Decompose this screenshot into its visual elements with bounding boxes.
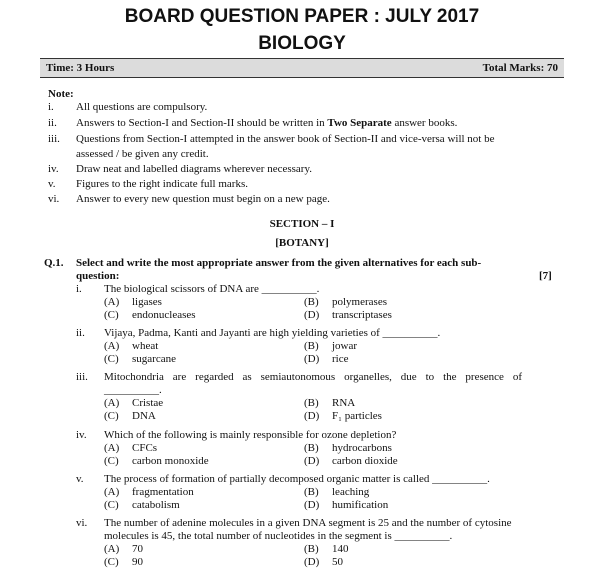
option-label: (B)	[304, 442, 319, 454]
note-text: Answers to Section-I and Section-II should be written in Two Separate answer books.	[76, 117, 458, 129]
option-label: (C)	[104, 455, 119, 467]
option-label: (C)	[104, 499, 119, 511]
option-label: (D)	[304, 556, 320, 568]
note-heading: Note:	[48, 88, 74, 100]
question-number: Q.1.	[44, 257, 64, 269]
subq-num: iv.	[76, 429, 87, 441]
option-label: (B)	[304, 296, 319, 308]
note-text: Figures to the right indicate full marks.	[76, 178, 248, 190]
option-label: (C)	[104, 353, 119, 365]
subq-num: i.	[76, 283, 82, 295]
subq-text-cont: __________.	[104, 384, 162, 396]
option-text: sugarcane	[132, 353, 176, 365]
section-title: SECTION – I	[269, 218, 335, 230]
option-text: DNA	[132, 410, 156, 422]
option-text: transcriptases	[332, 309, 392, 321]
subq-num: ii.	[76, 327, 85, 339]
subq-text: The biological scissors of DNA are __________.	[104, 283, 320, 295]
note-num: iv.	[48, 163, 59, 175]
option-text: F₁ particles	[332, 410, 382, 422]
option-text: ligases	[132, 296, 162, 308]
option-text: leaching	[332, 486, 370, 498]
paper-title: BOARD QUESTION PAPER : JULY 2017	[124, 6, 480, 27]
option-label: (D)	[304, 353, 320, 365]
option-label: (A)	[104, 296, 120, 308]
option-text: jowar	[332, 340, 358, 352]
option-label: (A)	[104, 397, 120, 409]
option-label: (A)	[104, 442, 120, 454]
option-text: polymerases	[332, 296, 387, 308]
option-text: carbon dioxide	[332, 455, 398, 467]
subq-num: vi.	[76, 517, 88, 529]
option-text: 70	[132, 543, 143, 555]
total-marks-label: Total Marks: 70	[482, 62, 558, 74]
subq-text-cont: molecules is 45, the total number of nucleotides in the segment is __________.	[104, 530, 453, 542]
option-text: RNA	[332, 397, 356, 409]
option-text: carbon monoxide	[132, 455, 209, 467]
subject-title: BIOLOGY	[258, 33, 346, 54]
option-text: CFCs	[132, 442, 158, 454]
option-text: Cristae	[132, 397, 164, 409]
question-instruction: Select and write the most appropriate answer from the given alternatives for each sub-	[76, 257, 482, 269]
option-text: fragmentation	[132, 486, 194, 498]
subq-num: iii.	[76, 371, 88, 383]
option-label: (B)	[304, 543, 319, 555]
option-label: (C)	[104, 410, 119, 422]
note-text: Answer to every new question must begin on a new page.	[76, 193, 330, 205]
option-label: (C)	[104, 309, 119, 321]
option-label: (A)	[104, 543, 120, 555]
time-label: Time: 3 Hours	[46, 62, 115, 74]
section-subtitle: [BOTANY]	[275, 237, 329, 249]
subq-text: The process of formation of partially decomposed organic matter is called __________.	[104, 473, 490, 485]
option-label: (D)	[304, 410, 320, 422]
option-label: (B)	[304, 340, 319, 352]
question-instruction: question:	[76, 270, 120, 282]
note-num: i.	[48, 101, 54, 113]
option-label: (D)	[304, 455, 320, 467]
option-label: (B)	[304, 397, 319, 409]
subq-text: Vijaya, Padma, Kanti and Jayanti are high yielding varieties of __________.	[104, 327, 441, 339]
subq-text: Which of the following is mainly responsible for ozone depletion?	[104, 429, 397, 441]
option-text: 140	[332, 543, 349, 555]
note-text: Questions from Section-I attempted in the answer book of Section-II and vice-versa will not be	[76, 133, 495, 145]
option-label: (D)	[304, 499, 320, 511]
question-marks: [7]	[539, 270, 552, 282]
note-num: iii.	[48, 133, 60, 145]
note-text: Draw neat and labelled diagrams wherever necessary.	[76, 163, 312, 175]
option-text: rice	[332, 353, 349, 365]
subq-text: The number of adenine molecules in a given DNA segment is 25 and the number of cytosine	[104, 517, 512, 529]
option-text: endonucleases	[132, 309, 196, 321]
subq-text: Mitochondria are regarded as semiautonomous organelles, due to the presence of	[104, 371, 522, 383]
note-num: vi.	[48, 193, 60, 205]
option-text: hydrocarbons	[332, 442, 392, 454]
option-label: (B)	[304, 486, 319, 498]
note-num: ii.	[48, 117, 57, 129]
note-text: assessed / be given any credit.	[76, 148, 209, 160]
subq-num: v.	[76, 473, 84, 485]
option-text: humification	[332, 499, 389, 511]
option-text: catabolism	[132, 499, 180, 511]
option-text: wheat	[132, 340, 159, 352]
option-text: 90	[132, 556, 143, 568]
time-marks-bar	[40, 58, 564, 78]
option-text: 50	[332, 556, 343, 568]
option-label: (A)	[104, 486, 120, 498]
option-label: (C)	[104, 556, 119, 568]
note-text: All questions are compulsory.	[76, 101, 208, 113]
option-label: (D)	[304, 309, 320, 321]
note-num: v.	[48, 178, 56, 190]
option-label: (A)	[104, 340, 120, 352]
